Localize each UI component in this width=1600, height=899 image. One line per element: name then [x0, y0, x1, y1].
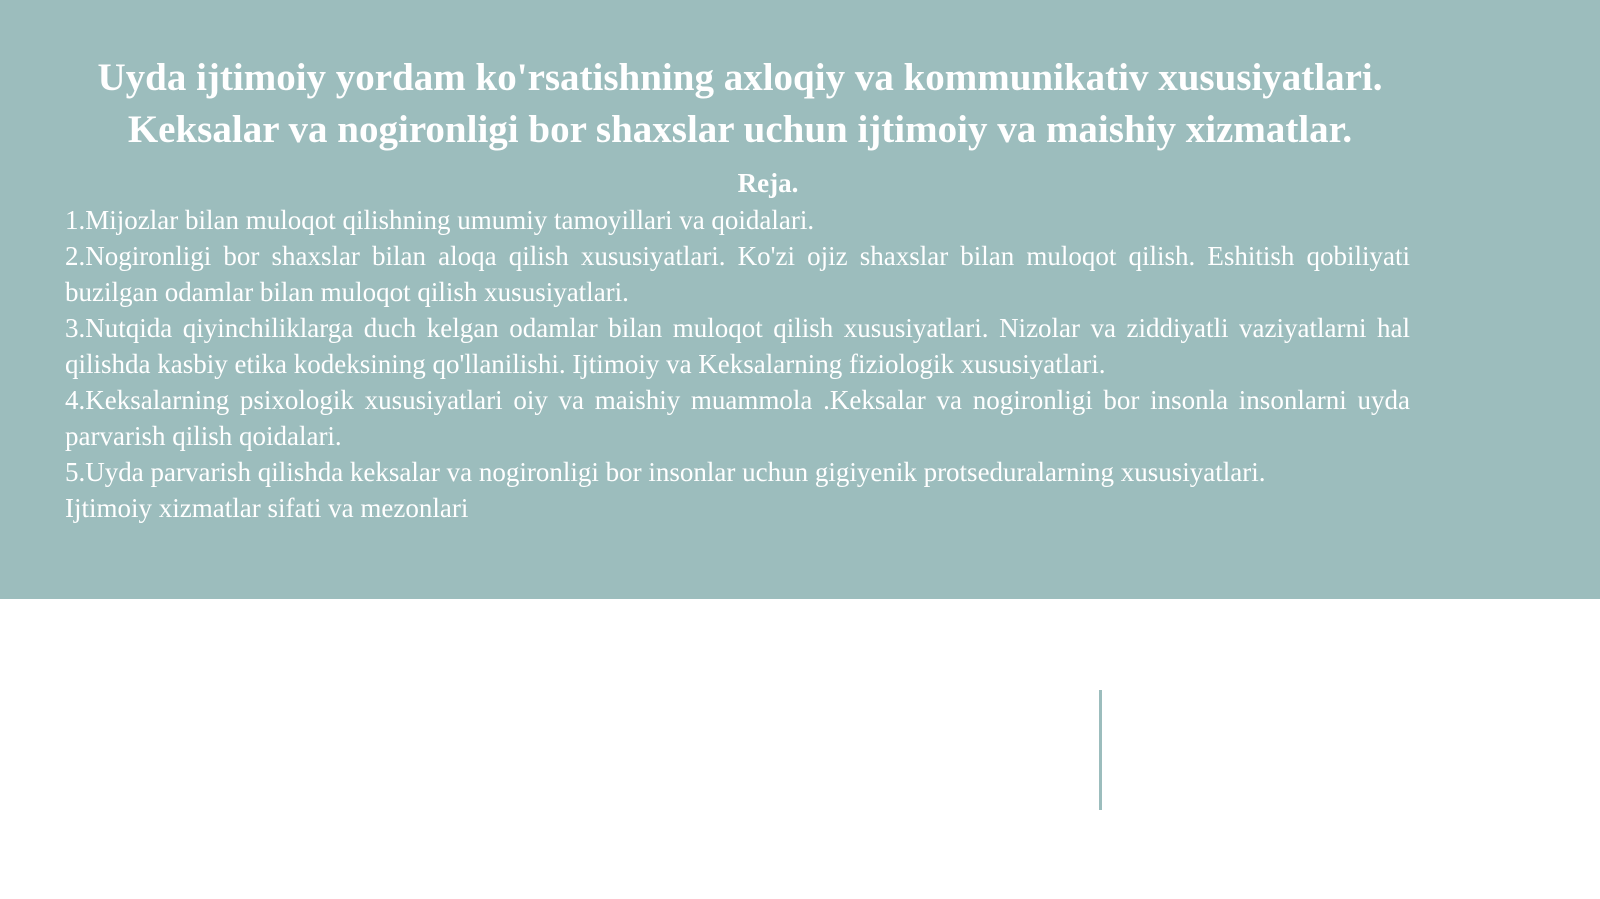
plan-item-4: 4.Keksalarning psixologik xususiyatlari oiy va maishiy muammola .Keksalar va nogironligi bor insonla insonlarni uyda parvarish qilish qoidalari. — [65, 385, 1410, 451]
vertical-divider-line — [1099, 690, 1102, 810]
plan-item-1: 1.Mijozlar bilan muloqot qilishning umumiy tamoyillari va qoidalari. — [65, 205, 815, 235]
plan-heading: Reja. — [737, 168, 799, 198]
plan-item-3: 3.Nutqida qiyinchiliklarga duch kelgan odamlar bilan muloqot qilish xususiyatlari. Nizolar va ziddiyatli vaziyatlarni hal qilishda kasbiy etika kodeksining qo'llanilishi. Ijtimoiy va Keksalarning fiziologik xususiyatlari. — [65, 313, 1410, 379]
plan-item-6: Ijtimoiy xizmatlar sifati va mezonlari — [65, 493, 469, 523]
plan-item-5: 5.Uyda parvarish qilishda keksalar va nogironligi bor insonlar uchun gigiyenik protseduralarning xususiyatlari. — [65, 457, 1266, 487]
plan-item-2: 2.Nogironligi bor shaxslar bilan aloqa qilish xususiyatlari. Ko'zi ojiz shaxslar bilan muloqot qilish. Eshitish qobiliyati buzilgan odamlar bilan muloqot qilish xususiyatlari. — [65, 241, 1410, 307]
title-line-2: Keksalar va nogironligi bor shaxslar uchun ijtimoiy va maishiy xizmatlar. — [127, 108, 1353, 151]
slide-title — [40, 52, 1440, 156]
plan-list — [65, 202, 1410, 526]
title-line-1: Uyda ijtimoiy yordam ko'rsatishning axloqiy va kommunikativ xususiyatlari. — [97, 56, 1383, 99]
